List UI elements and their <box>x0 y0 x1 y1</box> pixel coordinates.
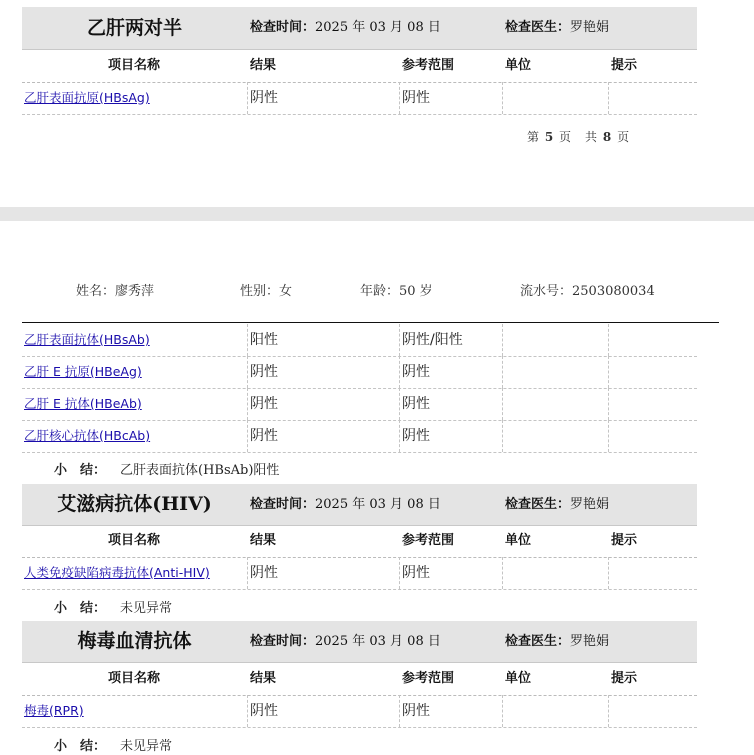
cell-divider <box>502 695 503 727</box>
col-ref-header: 参考范围 <box>402 58 455 73</box>
exam-time: 检查时间：2025 年 03 月 08 日 <box>250 497 441 512</box>
item-ref-range: 阴性 <box>402 703 430 719</box>
exam-doctor: 检查医生：罗艳娟 <box>505 20 610 35</box>
cell-divider <box>608 356 609 388</box>
col-unit-header: 单位 <box>505 671 532 686</box>
cell-divider <box>502 557 503 589</box>
item-name-link[interactable]: 乙肝表面抗原(HBsAg) <box>24 90 150 105</box>
table-row <box>22 388 697 421</box>
item-result: 阴性 <box>250 428 278 444</box>
item-name-link[interactable]: 人类免疫缺陷病毒抗体(Anti-HIV) <box>24 565 210 580</box>
section-title: 梅毒血清抗体 <box>77 630 192 652</box>
cell-divider <box>502 388 503 420</box>
patient-name: 姓名：廖秀萍 <box>76 284 155 299</box>
cell-divider <box>399 695 400 727</box>
col-result-header: 结果 <box>250 533 277 548</box>
item-name-link[interactable]: 梅毒(RPR) <box>24 703 84 718</box>
section-header-hbv <box>22 7 697 50</box>
table-row <box>22 695 697 728</box>
cell-divider <box>608 695 609 727</box>
cell-divider <box>399 82 400 114</box>
exam-time: 检查时间：2025 年 03 月 08 日 <box>250 20 441 35</box>
header-rule <box>22 322 719 323</box>
table-row <box>22 82 697 115</box>
page-number: 第 5 页 共 8 页 <box>527 130 631 144</box>
section-title: 乙肝两对半 <box>86 17 182 39</box>
column-header-row <box>22 50 697 83</box>
cell-divider <box>399 557 400 589</box>
cell-divider <box>399 356 400 388</box>
cell-divider <box>502 324 503 356</box>
item-name-link[interactable]: 乙肝核心抗体(HBcAb) <box>24 428 151 443</box>
column-header-row <box>22 525 697 558</box>
item-result: 阴性 <box>250 565 278 581</box>
col-ref-header: 参考范围 <box>402 533 455 548</box>
table-row <box>22 356 697 389</box>
item-ref-range: 阴性 <box>402 90 430 106</box>
item-ref-range: 阴性 <box>402 396 430 412</box>
cell-divider <box>608 82 609 114</box>
cell-divider <box>247 695 248 727</box>
cell-divider <box>608 420 609 452</box>
table-row <box>22 324 697 357</box>
item-result: 阴性 <box>250 364 278 380</box>
col-hint-header: 提示 <box>611 58 638 73</box>
cell-divider <box>247 388 248 420</box>
item-name-link[interactable]: 乙肝 E 抗体(HBeAb) <box>24 396 142 411</box>
col-unit-header: 单位 <box>505 58 532 73</box>
section-title: 艾滋病抗体(HIV) <box>57 493 212 515</box>
item-ref-range: 阴性/阳性 <box>402 332 463 348</box>
cell-divider <box>399 388 400 420</box>
section-summary: 小 结： 未见异常 <box>54 601 173 616</box>
column-header-row <box>22 663 697 696</box>
section-header-syphilis <box>22 621 697 663</box>
section-summary: 小 结： 乙肝表面抗体(HBsAb)阳性 <box>54 463 280 478</box>
exam-time: 检查时间：2025 年 03 月 08 日 <box>250 634 441 649</box>
section-header-hiv <box>22 484 697 526</box>
cell-divider <box>399 324 400 356</box>
col-hint-header: 提示 <box>611 533 638 548</box>
item-name-link[interactable]: 乙肝 E 抗原(HBeAg) <box>24 364 142 379</box>
item-result: 阴性 <box>250 396 278 412</box>
patient-age: 年龄：50 岁 <box>360 284 433 299</box>
cell-divider <box>502 82 503 114</box>
col-name-header: 项目名称 <box>108 58 161 73</box>
cell-divider <box>247 82 248 114</box>
cell-divider <box>502 356 503 388</box>
col-unit-header: 单位 <box>505 533 532 548</box>
cell-divider <box>399 420 400 452</box>
item-ref-range: 阴性 <box>402 364 430 380</box>
col-result-header: 结果 <box>250 671 277 686</box>
col-result-header: 结果 <box>250 58 277 73</box>
item-result: 阳性 <box>250 332 278 348</box>
col-ref-header: 参考范围 <box>402 671 455 686</box>
exam-doctor: 检查医生：罗艳娟 <box>505 497 610 512</box>
cell-divider <box>247 324 248 356</box>
cell-divider <box>247 356 248 388</box>
patient-gender: 性别：女 <box>240 284 293 299</box>
cell-divider <box>608 324 609 356</box>
table-row <box>22 557 697 590</box>
cell-divider <box>608 557 609 589</box>
item-ref-range: 阴性 <box>402 428 430 444</box>
col-name-header: 项目名称 <box>108 533 161 548</box>
cell-divider <box>247 420 248 452</box>
table-row <box>22 420 697 453</box>
cell-divider <box>608 388 609 420</box>
col-hint-header: 提示 <box>611 671 638 686</box>
patient-serial: 流水号：2503080034 <box>520 284 655 299</box>
item-result: 阴性 <box>250 703 278 719</box>
item-name-link[interactable]: 乙肝表面抗体(HBsAb) <box>24 332 150 347</box>
exam-doctor: 检查医生：罗艳娟 <box>505 634 610 649</box>
page-break <box>0 207 754 221</box>
item-result: 阴性 <box>250 90 278 106</box>
cell-divider <box>247 557 248 589</box>
cell-divider <box>502 420 503 452</box>
section-summary: 小 结： 未见异常 <box>54 739 173 754</box>
col-name-header: 项目名称 <box>108 671 161 686</box>
item-ref-range: 阴性 <box>402 565 430 581</box>
